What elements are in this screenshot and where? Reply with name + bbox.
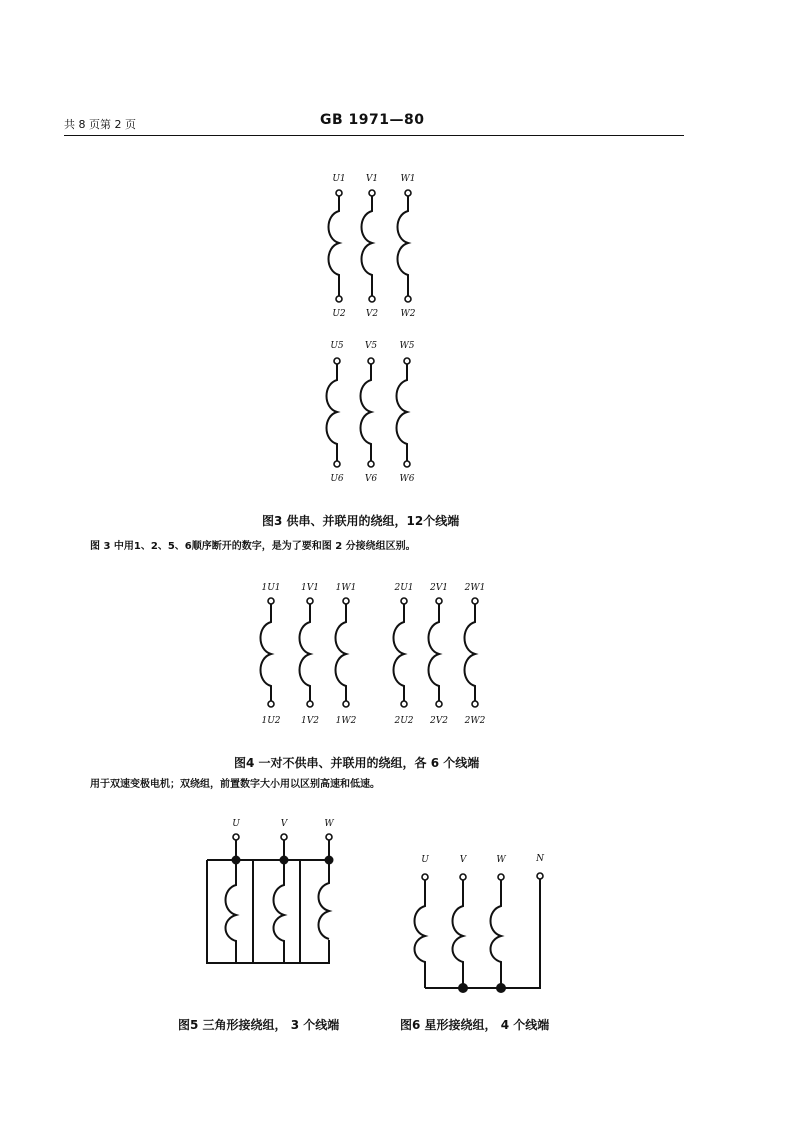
fig3-coil-u-bottom (327, 341, 344, 484)
fig3-label-w5: W5 (399, 341, 415, 351)
fig4-coil-2w (464, 583, 486, 726)
fig5-label-v: V (280, 819, 288, 829)
fig3-label-w1: W1 (400, 174, 416, 184)
fig3-caption: 图3 供串、并联用的绕组，12个线端 (262, 514, 460, 528)
fig4-label-1v1: 1V1 (301, 583, 319, 593)
fig3-label-v5: V5 (364, 341, 378, 351)
header-rule (64, 135, 684, 136)
fig3-coil-w-top (398, 174, 416, 319)
fig4-note: 用于双速变极电机；双绕组，前置数字大小用以区别高速和低速。 (90, 779, 380, 790)
fig3-coil-v-bottom (361, 341, 378, 484)
fig4-caption: 图4 一对不供串、并联用的绕组，各 6 个线端 (234, 756, 480, 770)
fig5-caption: 图5 三角形接绕组， 3 个线端 (178, 1018, 340, 1032)
fig4-label-1v2: 1V2 (301, 716, 319, 726)
fig4-label-2v1: 2V1 (430, 583, 448, 593)
fig3-label-u1: U1 (332, 174, 346, 184)
fig4-coil-2u (393, 583, 413, 726)
fig3-top-group (329, 174, 416, 319)
fig6-caption: 图6 星形接绕组， 4 个线端 (400, 1018, 550, 1032)
fig3-label-u6: U6 (330, 474, 344, 484)
fig6-label-v: V (459, 855, 467, 865)
standard-number: GB 1971—80 (320, 112, 425, 128)
page-info: 共 8 页第 2 页 (64, 118, 136, 131)
fig6-diagram (405, 850, 565, 1000)
fig4-label-1u1: 1U1 (261, 583, 281, 593)
fig5-diagram (195, 815, 355, 975)
fig3-diagram (300, 165, 450, 495)
fig3-label-w2: W2 (400, 309, 416, 319)
fig4-label-1u2: 1U2 (261, 716, 281, 726)
fig3-coil-u-top (329, 174, 346, 319)
fig3-coil-w-bottom (397, 341, 415, 484)
fig3-label-v2: V2 (365, 309, 379, 319)
fig4-label-2w2: 2W2 (464, 716, 486, 726)
fig3-label-w6: W6 (399, 474, 415, 484)
fig4-label-1w1: 1W1 (335, 583, 357, 593)
fig4-coil-1w (336, 583, 357, 726)
fig3-note: 图 3 中用1、2、5、6顺序断开的数字，是为了要和图 2 分接绕组区别。 (90, 541, 416, 552)
fig4-label-2v2: 2V2 (430, 716, 448, 726)
fig4-label-2u2: 2U2 (394, 716, 414, 726)
fig6-label-w: W (496, 855, 506, 865)
fig3-label-u5: U5 (330, 341, 344, 351)
fig5-label-u: U (232, 819, 240, 829)
fig3-label-v6: V6 (364, 474, 378, 484)
fig4-coil-1u (261, 583, 281, 726)
fig4-coil-2v (429, 583, 449, 726)
fig4-label-1w2: 1W2 (335, 716, 357, 726)
fig5-label-w: W (324, 819, 334, 829)
fig3-label-v1: V1 (365, 174, 379, 184)
fig3-label-u2: U2 (332, 309, 346, 319)
fig6-label-n: N (536, 854, 544, 864)
fig4-diagram (250, 580, 500, 730)
fig6-label-u: U (421, 855, 429, 865)
fig4-label-2w1: 2W1 (464, 583, 486, 593)
fig3-coil-v-top (362, 174, 379, 319)
fig3-bottom-group (327, 341, 415, 484)
fig4-coil-1v (300, 583, 320, 726)
fig4-label-2u1: 2U1 (394, 583, 414, 593)
